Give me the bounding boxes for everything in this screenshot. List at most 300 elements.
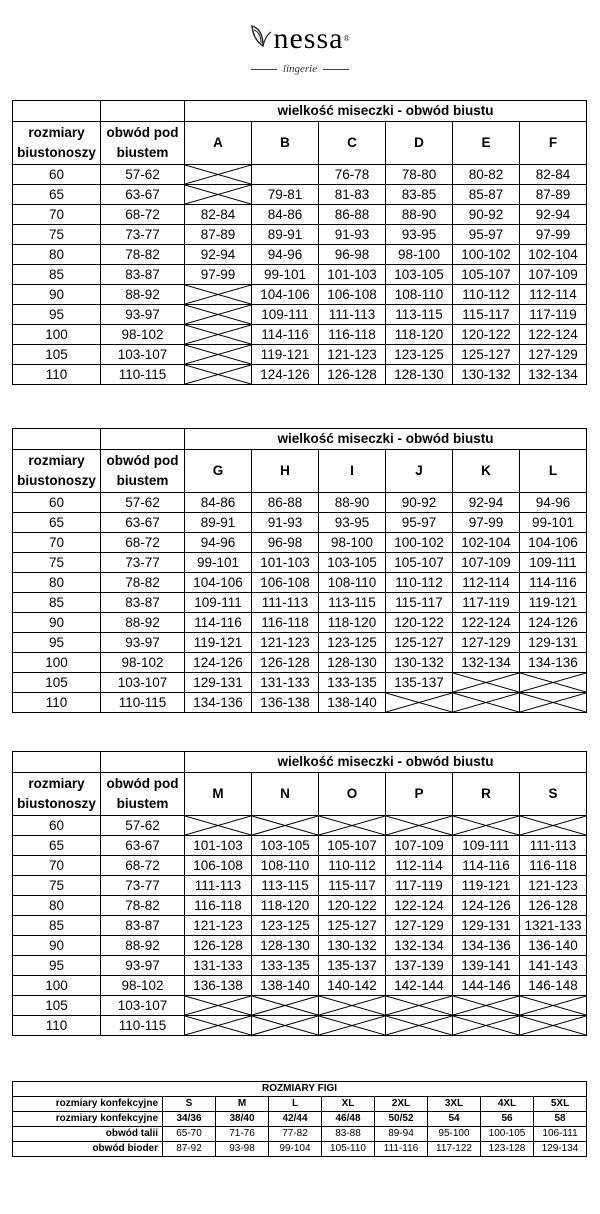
table-row bbox=[13, 513, 587, 533]
briefs-cell: 46/48 bbox=[322, 1112, 375, 1127]
underbust-cell: 57-62 bbox=[101, 165, 185, 185]
bust-range-cell: 126-128 bbox=[185, 936, 252, 956]
bust-range-cell: 106-108 bbox=[319, 285, 386, 305]
row-label: obwód talii bbox=[13, 1127, 163, 1142]
bust-range-cell: 116-118 bbox=[520, 856, 587, 876]
band-size-cell: 70 bbox=[13, 533, 101, 553]
registered-mark: ® bbox=[343, 34, 351, 43]
briefs-cell: 3XL bbox=[428, 1097, 481, 1112]
bust-range-cell: 114-116 bbox=[252, 325, 319, 345]
bust-range-cell: 86-88 bbox=[252, 493, 319, 513]
unavailable-cell bbox=[453, 693, 520, 713]
bust-range-cell: 117-119 bbox=[520, 305, 587, 325]
bust-range-cell: 99-101 bbox=[252, 265, 319, 285]
table-row bbox=[13, 896, 587, 916]
bust-range-cell: 107-109 bbox=[453, 553, 520, 573]
cup-letter-row bbox=[13, 773, 587, 816]
bust-range-cell: 83-85 bbox=[386, 185, 453, 205]
bust-range-cell: 144-146 bbox=[453, 976, 520, 996]
unavailable-cell bbox=[319, 996, 386, 1016]
bust-range-cell: 124-126 bbox=[520, 613, 587, 633]
header-row bbox=[13, 429, 587, 450]
underbust-cell: 88-92 bbox=[101, 285, 185, 305]
cross-mark-icon bbox=[520, 816, 586, 835]
bust-range-cell: 102-104 bbox=[453, 533, 520, 553]
cup-letter-o: O bbox=[319, 773, 386, 816]
bust-range-cell bbox=[252, 165, 319, 185]
cross-mark-icon bbox=[319, 996, 385, 1015]
underbust-cell: 103-107 bbox=[101, 996, 185, 1016]
cross-mark-icon bbox=[185, 345, 251, 364]
bust-range-cell: 94-96 bbox=[520, 493, 587, 513]
underbust-cell: 110-115 bbox=[101, 365, 185, 385]
underbust-cell: 78-82 bbox=[101, 245, 185, 265]
table-row bbox=[13, 996, 587, 1016]
table-row bbox=[13, 856, 587, 876]
cup-letter-e: E bbox=[453, 122, 520, 165]
bust-range-cell: 136-138 bbox=[252, 693, 319, 713]
briefs-cell: L bbox=[269, 1097, 322, 1112]
bust-range-cell: 142-144 bbox=[386, 976, 453, 996]
briefs-cell: 54 bbox=[428, 1112, 481, 1127]
bust-range-cell: 138-140 bbox=[252, 976, 319, 996]
underbust-cell: 110-115 bbox=[101, 693, 185, 713]
header-row bbox=[13, 752, 587, 773]
band-size-header: rozmiary biustonoszy bbox=[13, 450, 101, 493]
underbust-header: obwód pod biustem bbox=[101, 773, 185, 816]
bust-range-cell: 94-96 bbox=[252, 245, 319, 265]
underbust-cell: 73-77 bbox=[101, 553, 185, 573]
bust-range-cell: 114-116 bbox=[453, 856, 520, 876]
unavailable-cell bbox=[520, 996, 587, 1016]
cross-mark-icon bbox=[185, 305, 251, 324]
table-row bbox=[13, 245, 587, 265]
band-size-cell: 110 bbox=[13, 1016, 101, 1036]
bust-range-cell: 134-136 bbox=[453, 936, 520, 956]
bust-range-cell: 124-126 bbox=[453, 896, 520, 916]
band-size-cell: 90 bbox=[13, 613, 101, 633]
bust-range-cell: 103-105 bbox=[386, 265, 453, 285]
band-size-cell: 65 bbox=[13, 836, 101, 856]
briefs-cell: 99-104 bbox=[269, 1142, 322, 1157]
cross-mark-icon bbox=[185, 365, 251, 384]
bust-range-cell: 111-113 bbox=[185, 876, 252, 896]
bust-range-cell: 116-118 bbox=[185, 896, 252, 916]
bust-range-cell: 92-94 bbox=[453, 493, 520, 513]
band-size-cell: 75 bbox=[13, 225, 101, 245]
cross-mark-icon bbox=[185, 185, 251, 204]
cross-mark-icon bbox=[319, 1016, 385, 1035]
band-size-cell: 90 bbox=[13, 936, 101, 956]
band-size-cell: 95 bbox=[13, 956, 101, 976]
cup-letter-k: K bbox=[453, 450, 520, 493]
underbust-cell: 88-92 bbox=[101, 613, 185, 633]
underbust-cell: 83-87 bbox=[101, 265, 185, 285]
bust-range-cell: 121-123 bbox=[520, 876, 587, 896]
bust-range-cell: 119-121 bbox=[453, 876, 520, 896]
bust-range-cell: 93-95 bbox=[319, 513, 386, 533]
bust-range-cell: 111-113 bbox=[520, 836, 587, 856]
cross-mark-icon bbox=[520, 996, 586, 1015]
unavailable-cell bbox=[185, 345, 252, 365]
unavailable-cell bbox=[319, 1016, 386, 1036]
bust-range-cell: 119-121 bbox=[520, 593, 587, 613]
bust-range-cell: 79-81 bbox=[252, 185, 319, 205]
bust-range-cell: 128-130 bbox=[319, 653, 386, 673]
bust-range-cell: 84-86 bbox=[185, 493, 252, 513]
row-label: rozmiary konfekcyjne bbox=[13, 1112, 163, 1127]
bust-range-cell: 104-106 bbox=[185, 573, 252, 593]
bust-range-cell: 101-103 bbox=[319, 265, 386, 285]
bust-range-cell: 112-114 bbox=[520, 285, 587, 305]
bust-range-cell: 123-125 bbox=[252, 916, 319, 936]
cup-letter-d: D bbox=[386, 122, 453, 165]
underbust-cell: 57-62 bbox=[101, 816, 185, 836]
underbust-header: obwód pod biustem bbox=[101, 450, 185, 493]
bust-range-cell: 98-100 bbox=[319, 533, 386, 553]
bust-range-cell: 113-115 bbox=[319, 593, 386, 613]
cross-mark-icon bbox=[386, 996, 452, 1015]
briefs-cell: 83-88 bbox=[322, 1127, 375, 1142]
bust-range-cell: 122-124 bbox=[386, 896, 453, 916]
bust-range-cell: 114-116 bbox=[185, 613, 252, 633]
underbust-cell: 110-115 bbox=[101, 1016, 185, 1036]
bust-range-cell: 103-105 bbox=[319, 553, 386, 573]
briefs-cell: 77-82 bbox=[269, 1127, 322, 1142]
underbust-cell: 103-107 bbox=[101, 345, 185, 365]
cross-mark-icon bbox=[185, 1016, 251, 1035]
bust-range-cell: 114-116 bbox=[520, 573, 587, 593]
bust-range-cell: 121-123 bbox=[252, 633, 319, 653]
bust-range-cell: 132-134 bbox=[453, 653, 520, 673]
band-size-cell: 80 bbox=[13, 245, 101, 265]
underbust-cell: 68-72 bbox=[101, 533, 185, 553]
bust-range-cell: 88-90 bbox=[386, 205, 453, 225]
table-row bbox=[13, 573, 587, 593]
table-row bbox=[13, 653, 587, 673]
cup-letter-c: C bbox=[319, 122, 386, 165]
cross-mark-icon bbox=[185, 325, 251, 344]
bust-range-cell: 105-107 bbox=[453, 265, 520, 285]
briefs-cell: 38/40 bbox=[216, 1112, 269, 1127]
briefs-cell: 71-76 bbox=[216, 1127, 269, 1142]
cup-letter-r: R bbox=[453, 773, 520, 816]
underbust-cell: 83-87 bbox=[101, 916, 185, 936]
cross-mark-icon bbox=[453, 673, 519, 692]
cross-mark-icon bbox=[185, 165, 251, 184]
briefs-title: ROZMIARY FIGI bbox=[13, 1082, 587, 1097]
bust-range-cell: 97-99 bbox=[185, 265, 252, 285]
bust-range-cell: 105-107 bbox=[319, 836, 386, 856]
bust-range-cell: 97-99 bbox=[453, 513, 520, 533]
band-size-cell: 75 bbox=[13, 876, 101, 896]
cup-letter-p: P bbox=[386, 773, 453, 816]
briefs-cell: 56 bbox=[481, 1112, 534, 1127]
table-row bbox=[13, 205, 587, 225]
bust-range-cell: 125-127 bbox=[386, 633, 453, 653]
bust-range-cell: 110-112 bbox=[453, 285, 520, 305]
unavailable-cell bbox=[252, 996, 319, 1016]
table-row bbox=[13, 693, 587, 713]
bust-range-cell: 105-107 bbox=[386, 553, 453, 573]
bra-size-table-1 bbox=[12, 100, 587, 385]
table-row bbox=[13, 345, 587, 365]
underbust-cell: 78-82 bbox=[101, 573, 185, 593]
bust-range-cell: 81-83 bbox=[319, 185, 386, 205]
bust-range-cell: 93-95 bbox=[386, 225, 453, 245]
cup-letter-j: J bbox=[386, 450, 453, 493]
bust-range-cell: 115-117 bbox=[453, 305, 520, 325]
band-size-header: rozmiary biustonoszy bbox=[13, 773, 101, 816]
bust-range-cell: 109-111 bbox=[520, 553, 587, 573]
table-row bbox=[13, 1127, 587, 1142]
bust-range-cell: 80-82 bbox=[453, 165, 520, 185]
briefs-cell: 2XL bbox=[375, 1097, 428, 1112]
cross-mark-icon bbox=[386, 1016, 452, 1035]
bust-range-cell: 117-119 bbox=[386, 876, 453, 896]
cross-mark-icon bbox=[185, 285, 251, 304]
cross-mark-icon bbox=[453, 816, 519, 835]
bust-range-cell: 128-130 bbox=[386, 365, 453, 385]
cup-letter-row bbox=[13, 450, 587, 493]
table-row bbox=[13, 185, 587, 205]
bust-range-cell: 125-127 bbox=[319, 916, 386, 936]
bust-range-cell: 106-108 bbox=[185, 856, 252, 876]
bust-range-cell: 101-103 bbox=[252, 553, 319, 573]
bust-range-cell: 106-108 bbox=[252, 573, 319, 593]
bust-range-cell: 110-112 bbox=[319, 856, 386, 876]
band-size-cell: 80 bbox=[13, 573, 101, 593]
bust-range-cell: 89-91 bbox=[252, 225, 319, 245]
briefs-cell: 95-100 bbox=[428, 1127, 481, 1142]
table-row bbox=[13, 305, 587, 325]
bust-range-cell: 134-136 bbox=[185, 693, 252, 713]
bust-range-cell: 130-132 bbox=[386, 653, 453, 673]
underbust-cell: 78-82 bbox=[101, 896, 185, 916]
bust-range-cell: 135-137 bbox=[319, 956, 386, 976]
table-row bbox=[13, 225, 587, 245]
unavailable-cell bbox=[185, 285, 252, 305]
bust-range-cell: 146-148 bbox=[520, 976, 587, 996]
unavailable-cell bbox=[453, 1016, 520, 1036]
cross-mark-icon bbox=[453, 996, 519, 1015]
cross-mark-icon bbox=[319, 816, 385, 835]
bust-range-cell: 108-110 bbox=[386, 285, 453, 305]
table-row bbox=[13, 956, 587, 976]
briefs-cell: 87-92 bbox=[163, 1142, 216, 1157]
bust-range-cell: 91-93 bbox=[319, 225, 386, 245]
unavailable-cell bbox=[185, 305, 252, 325]
bust-range-cell: 104-106 bbox=[520, 533, 587, 553]
bust-range-cell: 92-94 bbox=[520, 205, 587, 225]
bust-range-cell: 126-128 bbox=[520, 896, 587, 916]
bust-range-cell: 109-111 bbox=[185, 593, 252, 613]
bust-range-cell: 107-109 bbox=[520, 265, 587, 285]
table-row bbox=[13, 816, 587, 836]
bust-range-cell: 123-125 bbox=[319, 633, 386, 653]
bust-range-cell: 115-117 bbox=[386, 593, 453, 613]
underbust-cell: 63-67 bbox=[101, 513, 185, 533]
table-row bbox=[13, 876, 587, 896]
bust-range-cell: 111-113 bbox=[252, 593, 319, 613]
unavailable-cell bbox=[252, 1016, 319, 1036]
bust-range-cell: 82-84 bbox=[185, 205, 252, 225]
row-label: rozmiary konfekcyjne bbox=[13, 1097, 163, 1112]
table-row bbox=[13, 936, 587, 956]
band-size-cell: 60 bbox=[13, 493, 101, 513]
bust-range-cell: 129-131 bbox=[453, 916, 520, 936]
bust-range-cell: 127-129 bbox=[453, 633, 520, 653]
cup-letter-h: H bbox=[252, 450, 319, 493]
table-row bbox=[13, 613, 587, 633]
briefs-cell: 50/52 bbox=[375, 1112, 428, 1127]
bust-range-cell: 90-92 bbox=[453, 205, 520, 225]
briefs-cell: 105-110 bbox=[322, 1142, 375, 1157]
bust-range-cell: 112-114 bbox=[453, 573, 520, 593]
bust-range-cell: 119-121 bbox=[185, 633, 252, 653]
briefs-cell: 123-128 bbox=[481, 1142, 534, 1157]
underbust-cell: 68-72 bbox=[101, 205, 185, 225]
band-size-cell: 105 bbox=[13, 996, 101, 1016]
bust-range-cell: 119-121 bbox=[252, 345, 319, 365]
briefs-cell: 106-111 bbox=[534, 1127, 587, 1142]
briefs-cell: 111-116 bbox=[375, 1142, 428, 1157]
bust-range-cell: 128-130 bbox=[252, 936, 319, 956]
bust-range-cell: 124-126 bbox=[252, 365, 319, 385]
cup-letter-g: G bbox=[185, 450, 252, 493]
band-size-cell: 70 bbox=[13, 856, 101, 876]
bust-range-cell: 88-90 bbox=[319, 493, 386, 513]
cross-mark-icon bbox=[453, 1016, 519, 1035]
bust-range-cell: 109-111 bbox=[453, 836, 520, 856]
unavailable-cell bbox=[453, 816, 520, 836]
unavailable-cell bbox=[185, 996, 252, 1016]
cross-mark-icon bbox=[453, 693, 519, 712]
band-size-cell: 85 bbox=[13, 593, 101, 613]
butterfly-logo-icon bbox=[249, 22, 273, 60]
underbust-cell: 63-67 bbox=[101, 836, 185, 856]
bust-range-cell: 139-141 bbox=[453, 956, 520, 976]
underbust-cell: 98-102 bbox=[101, 325, 185, 345]
table-row bbox=[13, 1016, 587, 1036]
bust-range-cell: 136-138 bbox=[185, 976, 252, 996]
briefs-cell: 42/44 bbox=[269, 1112, 322, 1127]
bust-range-cell: 84-86 bbox=[252, 205, 319, 225]
unavailable-cell bbox=[185, 365, 252, 385]
bust-range-cell: 140-142 bbox=[319, 976, 386, 996]
table-row bbox=[13, 976, 587, 996]
underbust-cell: 68-72 bbox=[101, 856, 185, 876]
cup-letter-s: S bbox=[520, 773, 587, 816]
table-row bbox=[13, 165, 587, 185]
underbust-cell: 73-77 bbox=[101, 876, 185, 896]
cup-letter-f: F bbox=[520, 122, 587, 165]
bust-range-cell: 133-135 bbox=[319, 673, 386, 693]
bust-range-cell: 132-134 bbox=[520, 365, 587, 385]
bust-range-cell: 99-101 bbox=[520, 513, 587, 533]
unavailable-cell bbox=[185, 1016, 252, 1036]
cup-letter-b: B bbox=[252, 122, 319, 165]
band-size-cell: 75 bbox=[13, 553, 101, 573]
table-row bbox=[13, 593, 587, 613]
bust-range-cell: 123-125 bbox=[386, 345, 453, 365]
bust-range-cell: 120-122 bbox=[386, 613, 453, 633]
band-size-cell: 110 bbox=[13, 693, 101, 713]
bust-range-cell: 141-143 bbox=[520, 956, 587, 976]
bust-range-cell: 95-97 bbox=[386, 513, 453, 533]
cross-mark-icon bbox=[252, 1016, 318, 1035]
cup-letter-m: M bbox=[185, 773, 252, 816]
band-size-cell: 95 bbox=[13, 305, 101, 325]
bust-range-cell: 120-122 bbox=[319, 896, 386, 916]
bust-range-cell: 118-120 bbox=[252, 896, 319, 916]
bust-range-cell: 91-93 bbox=[252, 513, 319, 533]
band-size-cell: 60 bbox=[13, 165, 101, 185]
bust-range-cell: 100-102 bbox=[386, 533, 453, 553]
table-row bbox=[13, 325, 587, 345]
band-size-cell: 90 bbox=[13, 285, 101, 305]
table-row bbox=[13, 493, 587, 513]
underbust-cell: 98-102 bbox=[101, 653, 185, 673]
bust-range-cell: 121-123 bbox=[185, 916, 252, 936]
bust-range-cell: 132-134 bbox=[386, 936, 453, 956]
cup-size-header: wielkość miseczki - obwód biustu bbox=[185, 101, 587, 122]
bust-range-cell: 126-128 bbox=[319, 365, 386, 385]
unavailable-cell bbox=[185, 816, 252, 836]
logo-tagline: lingerie bbox=[0, 62, 600, 76]
underbust-cell: 73-77 bbox=[101, 225, 185, 245]
unavailable-cell bbox=[520, 693, 587, 713]
cup-size-header: wielkość miseczki - obwód biustu bbox=[185, 752, 587, 773]
table-row bbox=[13, 533, 587, 553]
bust-range-cell: 1321-133 bbox=[520, 916, 587, 936]
band-size-cell: 60 bbox=[13, 816, 101, 836]
briefs-cell: XL bbox=[322, 1097, 375, 1112]
briefs-cell: 129-134 bbox=[534, 1142, 587, 1157]
brand-logo bbox=[0, 22, 600, 82]
briefs-cell: M bbox=[216, 1097, 269, 1112]
cross-mark-icon bbox=[520, 673, 586, 692]
unavailable-cell bbox=[185, 165, 252, 185]
bust-range-cell: 103-105 bbox=[252, 836, 319, 856]
briefs-cell: 65-70 bbox=[163, 1127, 216, 1142]
briefs-cell: 93-98 bbox=[216, 1142, 269, 1157]
bra-size-table-3 bbox=[12, 751, 587, 1036]
bust-range-cell: 101-103 bbox=[185, 836, 252, 856]
bust-range-cell: 115-117 bbox=[319, 876, 386, 896]
header-row bbox=[13, 101, 587, 122]
bra-size-table-2 bbox=[12, 428, 587, 713]
bust-range-cell: 117-119 bbox=[453, 593, 520, 613]
bust-range-cell: 100-102 bbox=[453, 245, 520, 265]
bust-range-cell: 107-109 bbox=[386, 836, 453, 856]
cup-letter-n: N bbox=[252, 773, 319, 816]
underbust-cell: 93-97 bbox=[101, 956, 185, 976]
cup-letter-a: A bbox=[185, 122, 252, 165]
band-size-cell: 80 bbox=[13, 896, 101, 916]
bust-range-cell: 95-97 bbox=[453, 225, 520, 245]
unavailable-cell bbox=[386, 693, 453, 713]
bust-range-cell: 89-91 bbox=[185, 513, 252, 533]
bust-range-cell: 118-120 bbox=[319, 613, 386, 633]
bust-range-cell: 76-78 bbox=[319, 165, 386, 185]
bust-range-cell: 82-84 bbox=[520, 165, 587, 185]
band-size-header: rozmiary biustonoszy bbox=[13, 122, 101, 165]
bust-range-cell: 109-111 bbox=[252, 305, 319, 325]
cup-letter-row bbox=[13, 122, 587, 165]
unavailable-cell bbox=[386, 816, 453, 836]
bust-range-cell: 113-115 bbox=[252, 876, 319, 896]
